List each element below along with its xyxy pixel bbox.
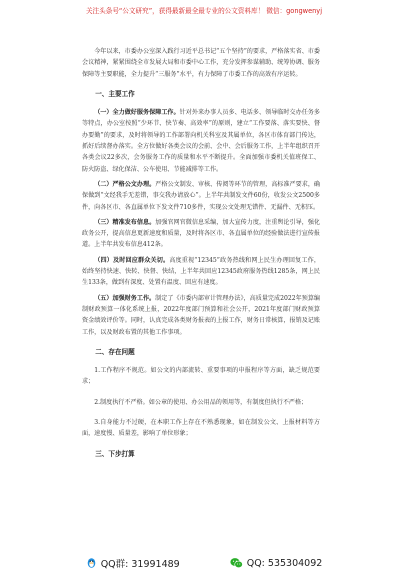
work-item-text: 加强官网官微信息采编，加大宣传力度，注重舆论引导，强化政务公开，提高信息更新速度和质量，及时将各区市、各直属单位的经验做法进行宣传报道。上半年共发布信息412条。	[82, 218, 321, 249]
issue-item: 1.工作程序不规范。如公文的内部流转、重要事项的申报程序等方面，缺乏规范要求；	[82, 367, 320, 386]
work-item-lead: （四）及时回应群众关切。	[94, 256, 170, 264]
work-item	[82, 293, 320, 338]
wechat-icon	[230, 557, 243, 569]
work-item	[82, 179, 320, 213]
section-heading-main-work: 一、主要工作	[95, 89, 135, 98]
wechat-contact	[230, 557, 323, 569]
work-item	[82, 255, 320, 289]
intro-paragraph: 今年以来，市委办公室深入践行习近平总书记“五个坚持”的要求，严格落实省、市委会议精神，紧紧围绕全市发展大局和市委中心工作，充分发挥参谋辅助、统筹协调、服务保障等主要职能，全力提升“三服务”水平，有力保障了市委工作的高效有序运转。	[82, 48, 320, 78]
document-body	[82, 46, 320, 467]
qq-number-text: QQ: 535304092	[246, 557, 323, 569]
work-item-lead: （一）全力做好服务保障工作。	[94, 109, 180, 117]
section-heading-next-steps: 三、下步打算	[95, 449, 135, 458]
work-item-text: 制定了《市委内部审计管理办法》，高质量完成2022年预算编制财政预算一体化系统上报，2022年度部门预算和社会公开，2021年度部门财政预算资金绩效评价等。同时，认真完成各类财务报表的上报工作，财务日常核算，报销及记账工作，以及财政布置的其他工作事项。	[82, 294, 321, 336]
work-item-text: 高度重视“12345”政务热线和网上民生办理回复工作，始终坚持快速、快转、快督、快结，上半年共回应12345政府服务热线1285条，网上民生133条，做到有深度、处置有温度、回应有速度。	[82, 256, 320, 287]
work-item	[82, 217, 320, 251]
work-item-lead: （三）精准发布信息。	[94, 218, 156, 226]
work-item-lead: （五）加强财务工作。	[94, 294, 156, 302]
work-item-text: 严格公文制发、审核、传阅等环节的管理，高标准严要求，确保做到“文经我手无差错，事交我办请放心”。上半年共制发文件60份，收发公文2500多件，向各区市、各直属单位下发文件710多件，实现公文处理无错件、无漏件、无积压。	[82, 180, 321, 211]
qq-contact	[86, 556, 180, 570]
qq-penguin-icon	[86, 557, 97, 569]
issue-item: 3.自身能力不过硬，在本职工作上存在不熟悉现象，如在制发公文、上报材料等方面，速度慢、质量差，影响了单位形象；	[82, 419, 320, 438]
qq-group-text: QQ群: 31991489	[100, 559, 180, 570]
work-item-text: 针对外来办事人员多、电话多、领导临时交办任务多等特点，办公室按照“少环节、快节奏、高效率”的原则，建立“工作要落、落实要快、督办要勤”的要求，及时将领导的工作部署向机关科室及其属单位，各区市体育部门传达，抓好后续督办落实。全方位做好各类会议的会前、会中、会后服务工作，上半年组织召开各类会议22多次，会务服务工作的质量和水平不断提升。全面加强市委机关值班保工、防火防盗、绿化保洁、公车使用、节能减排等工作。	[82, 109, 321, 173]
section-heading-problems: 二、存在问题	[95, 347, 135, 356]
work-item-lead: （二）严格公文办理。	[94, 180, 156, 188]
promo-banner: 关注头条号“公文研究”，获得最新最全最专业的公文资料库！ 微信：gongwenyj	[85, 7, 323, 15]
issue-item: 2.制度执行不严格。如公章的使用、办公用品的领用等，有制度但执行不严格；	[94, 398, 308, 406]
work-item	[82, 107, 320, 175]
contact-footer	[0, 554, 408, 572]
